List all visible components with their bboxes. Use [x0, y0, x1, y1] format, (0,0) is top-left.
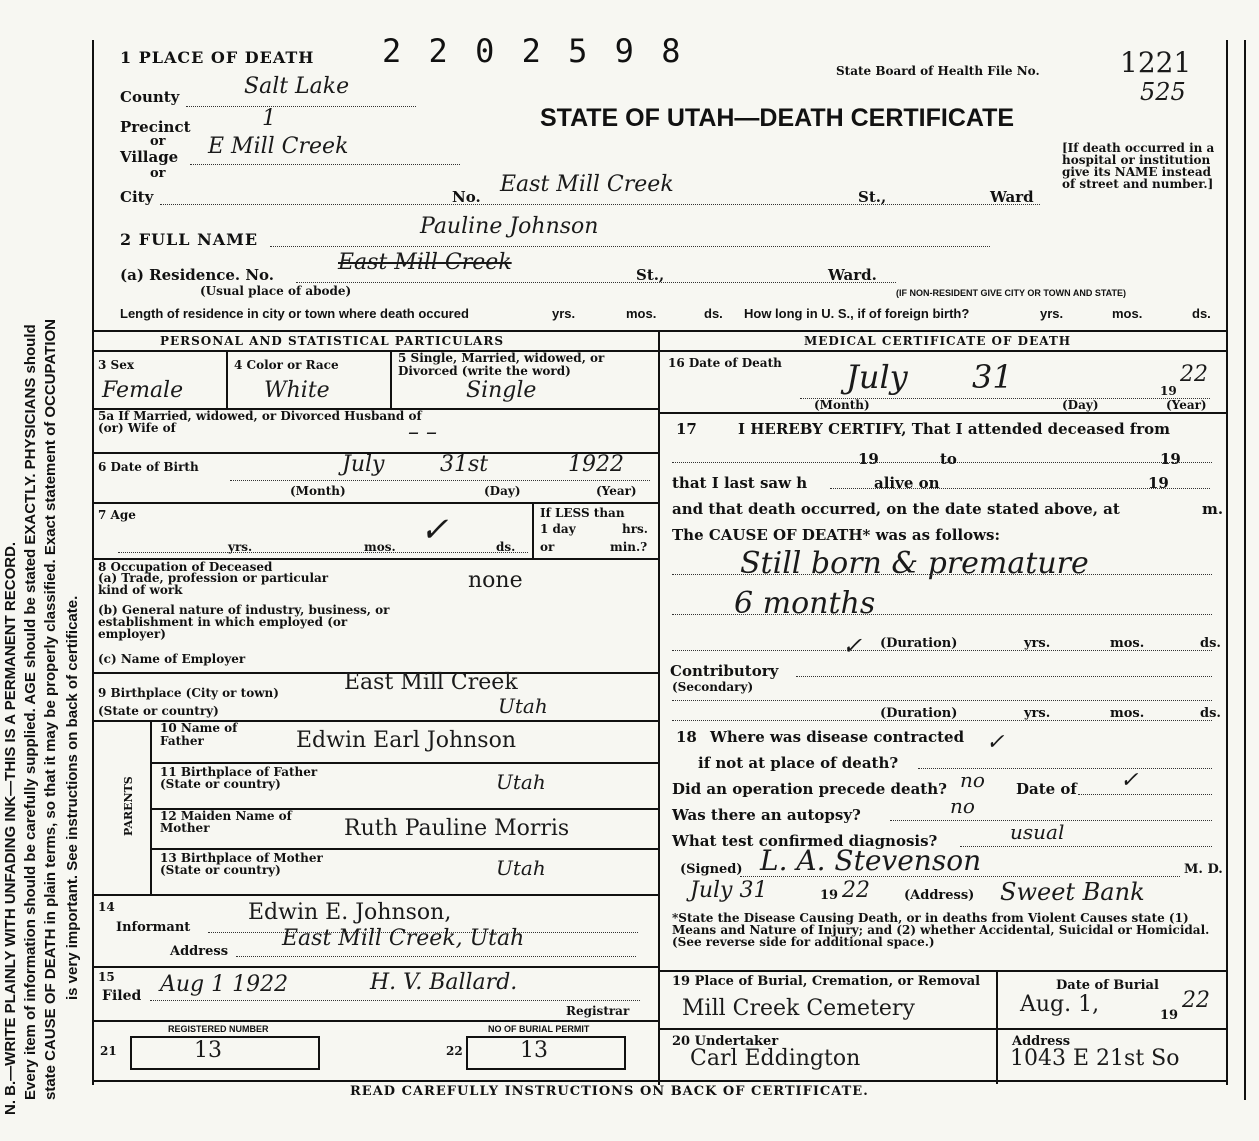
- duration-mos-1: mos.: [1110, 636, 1145, 651]
- mother-bp-label: 13 Birthplace of Mother (State or country): [160, 851, 323, 877]
- precinct-label: Precinct: [120, 118, 191, 136]
- us-yrs: yrs.: [1040, 306, 1064, 321]
- duration-rule-1: [672, 650, 1212, 651]
- filed-number: 15: [98, 970, 115, 984]
- informant-address: East Mill Creek, Utah: [282, 926, 525, 951]
- signed-year-prefix: 19: [820, 888, 839, 903]
- operation-date-label: Date of: [1016, 780, 1077, 798]
- reg-number-label: REGISTERED NUMBER: [168, 1024, 269, 1034]
- no-label: No.: [452, 188, 481, 206]
- father-bp-label: 11 Birthplace of Father (State or country): [160, 765, 318, 791]
- husband-value: – –: [408, 420, 437, 445]
- contributory-rule-2: [672, 700, 1212, 701]
- burial-place-value: Mill Creek Cemetery: [682, 996, 915, 1021]
- form-bottom-rule: [92, 1080, 1228, 1082]
- contracted-label: Where was disease contracted: [710, 728, 965, 746]
- informant-value: Edwin E. Johnson,: [248, 900, 452, 925]
- rule-r4: [658, 1028, 1228, 1030]
- st-label: St.,: [858, 188, 887, 206]
- test-value: usual: [1010, 820, 1065, 844]
- or-label-2: or: [150, 166, 166, 181]
- dob-month-cap: (Month): [290, 484, 346, 498]
- operation-value: no: [960, 768, 985, 792]
- us-ds: ds.: [1192, 306, 1211, 321]
- last-saw-label: that I last saw h: [672, 474, 808, 492]
- age-line: [118, 552, 528, 553]
- residence-label: (a) Residence. No.: [120, 266, 275, 284]
- burial-date-divider: [996, 970, 998, 1028]
- reg-number-no: 21: [100, 1044, 117, 1058]
- village-value: E Mill Creek: [208, 134, 349, 159]
- attended-19b: 19: [1160, 450, 1181, 468]
- certify-number: 17: [676, 420, 697, 438]
- registrar-signature: H. V. Ballard.: [370, 970, 518, 995]
- dod-month-cap: (Month): [814, 398, 870, 412]
- hospital-note: [If death occurred in a hospital or institution give its NAME instead of street and number.]: [1062, 141, 1215, 191]
- residence-st-label: St.,: [636, 266, 665, 284]
- form-left-border: [92, 40, 94, 1085]
- how-long-label: How long in U. S., if of foreign birth?: [744, 306, 970, 321]
- city-line: [160, 204, 1040, 205]
- precinct-value: 1: [262, 106, 276, 131]
- city-value: East Mill Creek: [500, 172, 674, 197]
- contracted-check: ✓: [986, 730, 1005, 755]
- contributory-label: Contributory: [670, 662, 779, 680]
- age-check: ✓: [420, 510, 449, 550]
- signed-line: [740, 876, 1180, 877]
- duration-mos-2: mos.: [1110, 706, 1145, 721]
- undertaker-value: Carl Eddington: [690, 1046, 861, 1071]
- personal-section-title: PERSONAL AND STATISTICAL PARTICULARS: [160, 334, 505, 348]
- operation-date-check: ✓: [1120, 768, 1139, 793]
- residence-ward-label: Ward.: [828, 266, 877, 284]
- dob-month: July: [342, 452, 385, 477]
- filed-label: Filed: [102, 988, 142, 1004]
- informant-number: 14: [98, 900, 115, 914]
- cause-check: ✓: [842, 632, 863, 660]
- nonresident-note: (IF NON-RESIDENT GIVE CITY OR TOWN AND STATE): [896, 288, 1127, 298]
- birthplace-city: East Mill Creek: [344, 670, 518, 695]
- age-ds: ds.: [496, 540, 516, 554]
- father-bp-value: Utah: [496, 770, 546, 794]
- dod-month: July: [846, 358, 908, 396]
- duration-label-2: (Duration): [880, 706, 958, 721]
- less-than-label: If LESS than: [540, 506, 625, 520]
- undertaker-address-label: Address: [1012, 1034, 1071, 1049]
- full-name-line: [270, 246, 990, 247]
- county-value: Salt Lake: [244, 74, 350, 99]
- marital-value: Single: [466, 378, 537, 403]
- certify-label: I HEREBY CERTIFY, That I attended deceased from: [738, 420, 1171, 438]
- age-label: 7 Age: [98, 508, 136, 522]
- rule-13: [92, 1020, 658, 1022]
- dod-label: 16 Date of Death: [668, 356, 782, 370]
- county-label: County: [120, 88, 180, 106]
- hrs-label: hrs.: [622, 522, 648, 536]
- filed-line: [150, 1000, 640, 1001]
- signed-date: July 31: [690, 878, 768, 903]
- dob-year: 1922: [568, 452, 624, 477]
- last-saw-line: [830, 488, 1210, 489]
- dob-day-cap: (Day): [484, 484, 521, 498]
- rule-8: [150, 762, 658, 764]
- full-name-value: Pauline Johnson: [420, 214, 599, 239]
- dod-year: 22: [1180, 362, 1208, 387]
- length-mos: mos.: [626, 306, 657, 321]
- length-yrs: yrs.: [552, 306, 576, 321]
- last-saw-19: 19: [1148, 474, 1169, 492]
- or-label: or: [540, 540, 555, 554]
- burial-year: 22: [1182, 988, 1210, 1013]
- length-residence-label: Length of residence in city or town where death occured: [120, 306, 469, 321]
- footer-instructions: READ CAREFULLY INSTRUCTIONS ON BACK OF CERTIFICATE.: [350, 1084, 869, 1099]
- operation-line: [1078, 794, 1212, 795]
- alive-on-label: alive on: [874, 474, 940, 492]
- sex-value: Female: [102, 378, 184, 403]
- death-occurred-m: m.: [1202, 500, 1224, 518]
- informant-address-line: [236, 956, 636, 957]
- cause-rule-2: [672, 614, 1212, 615]
- cause-line-2: 6 months: [734, 586, 876, 621]
- burial-year-prefix: 19: [1160, 1008, 1179, 1023]
- mother-bp-value: Utah: [496, 856, 546, 880]
- sex-label: 3 Sex: [98, 358, 134, 372]
- birthplace-label: 9 Birthplace (City or town): [98, 686, 279, 700]
- duration-ds-1: ds.: [1200, 636, 1221, 651]
- informant-label: Informant: [116, 920, 191, 935]
- file-no-label: State Board of Health File No.: [836, 64, 1040, 78]
- secondary-label: (Secondary): [672, 680, 754, 694]
- contracted-number: 18: [676, 728, 697, 746]
- us-mos: mos.: [1112, 306, 1143, 321]
- reg-number-value: 13: [194, 1038, 222, 1063]
- signed-label: (Signed): [680, 862, 743, 877]
- color-divider: [390, 350, 392, 408]
- cause-line-1: Still born & premature: [740, 546, 1089, 581]
- birthplace-state-label: (State or country): [98, 704, 219, 718]
- dob-label: 6 Date of Birth: [98, 460, 199, 474]
- autopsy-label: Was there an autopsy?: [672, 806, 861, 824]
- medical-section-title: MEDICAL CERTIFICATE OF DEATH: [804, 334, 1072, 348]
- test-label: What test confirmed diagnosis?: [672, 832, 938, 850]
- undertaker-address: 1043 E 21st So: [1010, 1046, 1180, 1071]
- usual-abode-label: (Usual place of abode): [200, 284, 352, 298]
- ward-label: Ward: [990, 188, 1034, 206]
- duration-yrs-1: yrs.: [1024, 636, 1051, 651]
- min-label: min.?: [610, 540, 648, 554]
- operation-label: Did an operation precede death?: [672, 780, 947, 798]
- marital-label: 5 Single, Married, widowed, or Divorced (write the word): [398, 351, 605, 378]
- header-bottom-rule: [92, 330, 1228, 332]
- rule-10: [150, 848, 658, 850]
- reg-number-box: [130, 1036, 320, 1070]
- contributory-rule: [796, 676, 1212, 677]
- certificate-number: 2 2 0 2 5 9 8: [382, 32, 685, 70]
- certificate-title: STATE OF UTAH—DEATH CERTIFICATE: [540, 104, 1015, 132]
- burial-place-label: 19 Place of Burial, Cremation, or Removal: [672, 974, 981, 989]
- informant-address-label: Address: [170, 944, 229, 959]
- dod-year-cap: (Year): [1166, 398, 1207, 412]
- side-note-3: state CAUSE OF DEATH in plain terms, so that it may be properly classified. Exact statement of OCCUPATION: [42, 319, 59, 1100]
- right-edge-line: [1244, 40, 1246, 1100]
- burial-date-value: Aug. 1,: [1020, 992, 1100, 1017]
- employer-label: (c) Name of Employer: [98, 652, 246, 666]
- death-occurred-label: and that death occurred, on the date stated above, at: [672, 500, 1120, 518]
- test-line: [960, 846, 1212, 847]
- attended-to: to: [940, 450, 957, 468]
- village-label: Village: [120, 148, 179, 166]
- industry-label: (b) General nature of industry, business, or establishment in which employed (or employer): [98, 603, 390, 641]
- trade-label: (a) Trade, profession or particular kind of work: [98, 571, 329, 597]
- occupation-value: none: [468, 568, 523, 593]
- form-right-border: [1226, 40, 1228, 1085]
- husband-label: 5a If Married, widowed, or Divorced Husband of (or) Wife of: [98, 409, 422, 435]
- rule-r3: [658, 970, 1228, 972]
- mother-label: 12 Maiden Name of Mother: [160, 809, 292, 835]
- file-no-2: 525: [1140, 78, 1186, 106]
- parents-divider: [150, 720, 152, 894]
- village-line: [190, 164, 460, 165]
- length-ds: ds.: [704, 306, 723, 321]
- duration-rule-2: [672, 720, 1212, 721]
- side-note-2: Every item of information should be carefully supplied. AGE should be stated EXACTLY. PHYSICIANS should: [22, 324, 39, 1100]
- physician-address-label: (Address): [904, 888, 975, 903]
- physician-address: Sweet Bank: [1000, 878, 1145, 906]
- place-of-death-label: 1 PLACE OF DEATH: [120, 48, 315, 67]
- physician-signature: L. A. Stevenson: [760, 844, 982, 877]
- or-label-1: or: [150, 134, 166, 149]
- rule-12: [92, 966, 658, 968]
- rule-11: [92, 894, 658, 896]
- duration-yrs-2: yrs.: [1024, 706, 1051, 721]
- dob-year-cap: (Year): [596, 484, 637, 498]
- duration-ds-2: ds.: [1200, 706, 1221, 721]
- cause-rule-1: [672, 574, 1212, 575]
- full-name-label: 2 FULL NAME: [120, 230, 259, 249]
- burial-permit-label: NO OF BURIAL PERMIT: [488, 1024, 590, 1034]
- residence-line: [296, 282, 896, 283]
- md-label: M. D.: [1184, 862, 1223, 877]
- rule-4: [92, 502, 658, 504]
- city-label: City: [120, 188, 154, 206]
- burial-permit-value: 13: [520, 1038, 548, 1063]
- side-note-1: N. B.—WRITE PLAINLY WITH UNFADING INK—THIS IS A PERMANENT RECORD.: [2, 541, 19, 1115]
- age-mos: mos.: [364, 540, 396, 554]
- filed-value: Aug 1 1922: [160, 972, 289, 997]
- cause-label: The CAUSE OF DEATH* was as follows:: [672, 526, 1001, 544]
- side-note-4: is very important. See instructions on back of certificate.: [64, 595, 81, 1000]
- dob-day: 31st: [440, 452, 489, 477]
- registrar-label: Registrar: [566, 1004, 630, 1018]
- undertaker-divider: [996, 1028, 998, 1084]
- color-value: White: [264, 378, 330, 403]
- undertaker-label: 20 Undertaker: [672, 1034, 779, 1049]
- sex-divider: [226, 350, 228, 408]
- age-yrs: yrs.: [228, 540, 253, 554]
- color-label: 4 Color or Race: [234, 358, 339, 372]
- signed-year: 22: [842, 878, 870, 903]
- footnote: *State the Disease Causing Death, or in deaths from Violent Causes state (1) Means and Nature of Injury; and (2) whether Accidental, Suicidal or Homicidal. (See reverse side for additional space.): [672, 911, 1210, 949]
- duration-label-1: (Duration): [880, 636, 958, 651]
- file-no: 1221: [1120, 46, 1192, 79]
- dob-line: [230, 480, 650, 481]
- less-than-divider: [532, 502, 534, 558]
- one-day-label: 1 day: [540, 522, 576, 536]
- dod-day: 31: [972, 358, 1013, 396]
- county-line: [186, 106, 416, 107]
- birthplace-state: Utah: [498, 694, 548, 718]
- rule-r1: [658, 350, 1228, 352]
- dod-day-cap: (Day): [1062, 398, 1099, 412]
- not-at-place-label: if not at place of death?: [698, 754, 899, 772]
- burial-permit-no: 22: [446, 1044, 463, 1058]
- residence-value: East Mill Creek: [338, 250, 512, 275]
- rule-r2: [658, 412, 1228, 414]
- father-label: 10 Name of Father: [160, 721, 238, 748]
- burial-date-label: Date of Burial: [1056, 978, 1159, 993]
- parents-label: PARENTS: [122, 776, 135, 836]
- occupation-label: 8 Occupation of Deceased: [98, 560, 273, 574]
- attended-19a: 19: [858, 450, 879, 468]
- autopsy-value: no: [950, 794, 975, 818]
- mother-value: Ruth Pauline Morris: [344, 816, 570, 841]
- dod-year-prefix: 19: [1160, 384, 1177, 398]
- father-value: Edwin Earl Johnson: [296, 728, 516, 753]
